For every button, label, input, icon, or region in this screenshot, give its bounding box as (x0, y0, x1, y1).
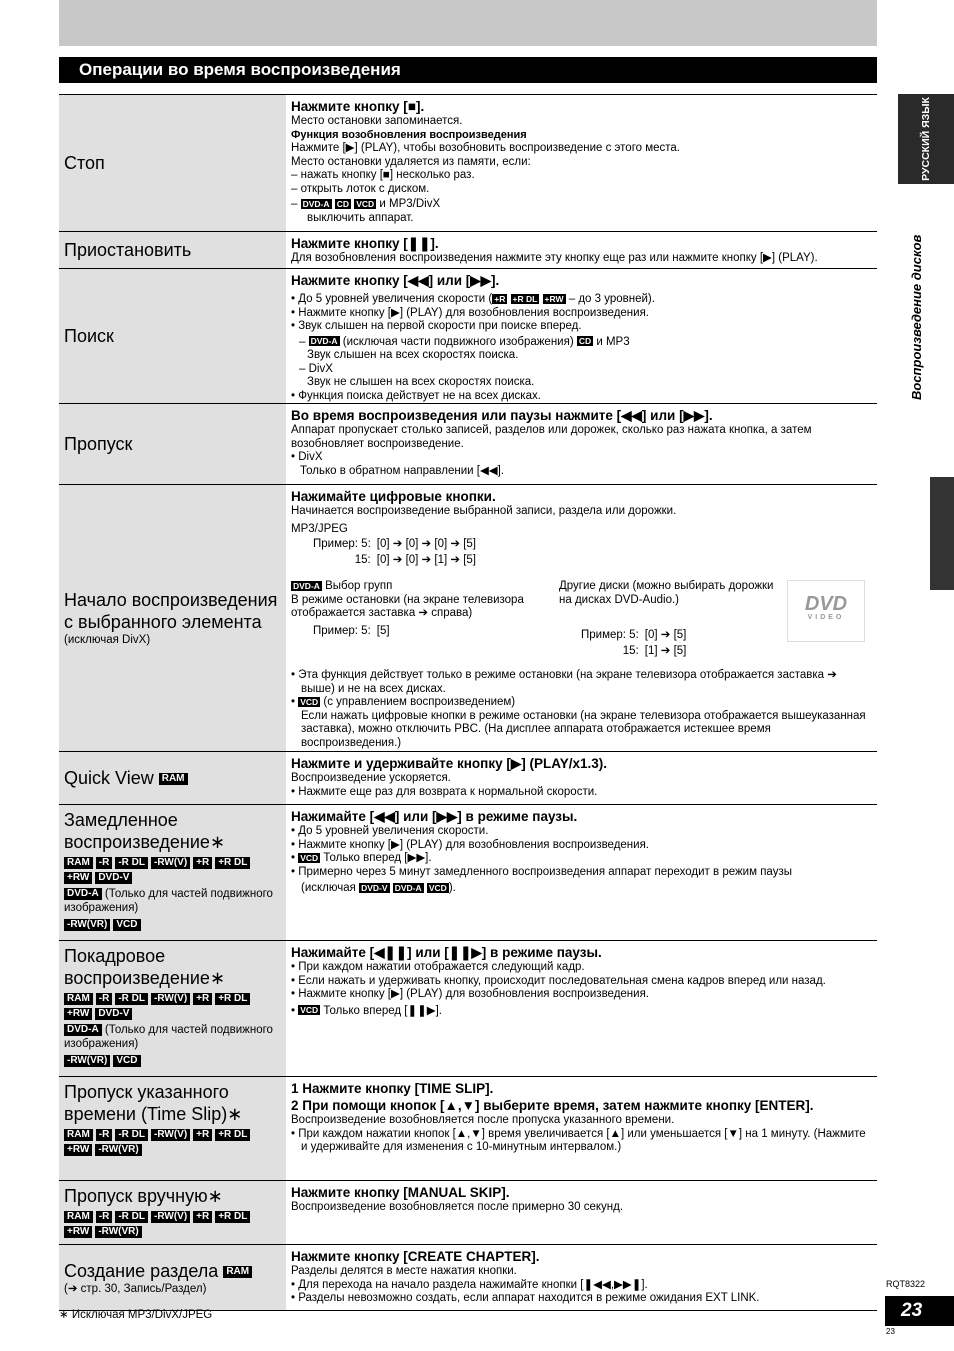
text: • VCD Только вперед [❚❚▶]. (291, 1004, 442, 1017)
section-title: Операции во время воспроизведения (59, 57, 877, 83)
text: Воспроизведение возобновляется после пропуска указанного времени. (291, 1114, 675, 1126)
text: Если нажать цифровые кнопки в режиме остановки (на экране телевизора отображается вышеуказанная заставка), можно отключить PBC. (На дисплее аппарата отображается истекшее время воспроизведения.) (301, 709, 866, 749)
disc-badge: -R DL (115, 857, 148, 869)
disc-badge: -R DL (115, 1129, 148, 1141)
operation-note: DVD-A (Только для частей подвижного изображения) (64, 887, 273, 914)
text: • Нажмите кнопку [▶] (PLAY) для возобновления воспроизведения. (291, 988, 649, 1000)
text: – DVD-A CD VCD и MP3/DivX (291, 198, 441, 210)
text: • Нажмите еще раз для возврата к нормальной скорости. (291, 785, 598, 798)
text: Другие диски (можно выбирать дорожки на дисках DVD-Audio.) (559, 580, 774, 606)
disc-badge: +RW (544, 293, 564, 304)
operation-name: Пропуск вручную∗ (64, 1186, 223, 1206)
text: • VCD (с управлением воспроизведением) (291, 696, 516, 708)
disc-badge: +RW (64, 872, 92, 884)
table-row (59, 232, 877, 269)
text: Нажмите [▶] (PLAY), чтобы возобновить воспроизведение с этого места. (291, 142, 681, 154)
operation-name: Стоп (64, 153, 105, 173)
disc-badge: RAM (159, 773, 188, 785)
text: Аппарат пропускает столько записей, разделов или дорожек, сколько раз нажата кнопка, а затем возобновляет воспроизведение. (291, 424, 812, 450)
operation-note: (исключая DivX) (64, 634, 151, 646)
footnote: ∗ Исключая MP3/DivX/JPEG (59, 1309, 213, 1321)
example-table: Пример: 5: [0] ➔ [0] ➔ [0] ➔ [5] 15: [0] ➔ [0] ➔ [1] ➔ [5] (313, 538, 476, 566)
operation-name: Покадровое воспроизведение∗ (64, 946, 226, 988)
disc-badge: RAM (64, 993, 93, 1005)
text: Звук не слышен на всех скоростях поиска. (307, 376, 535, 388)
text: – открыть лоток с диском. (291, 182, 430, 195)
instruction: 2 При помощи кнопок [▲,▼] выберите время, затем нажмите кнопку [ENTER]. (291, 1098, 814, 1113)
disc-badge: -RW(V) (151, 993, 190, 1005)
side-marker (930, 477, 954, 590)
table-row (59, 941, 877, 1077)
disc-badge: -RW(VR) (95, 1144, 141, 1156)
page-number-small: 23 (886, 1327, 895, 1336)
text: • При каждом нажатии отображается следующий кадр. (291, 961, 585, 973)
disc-badge: +R DL (215, 1211, 250, 1223)
instruction: Нажимайте [◀❚❚] или [❚❚▶] в режиме паузы. (291, 945, 602, 960)
disc-badge: VCD (356, 198, 375, 209)
disc-badge: DVD-V (95, 1008, 132, 1020)
disc-badge: VCD (113, 1055, 140, 1067)
table-row (59, 1181, 877, 1245)
disc-badge: CD (336, 198, 350, 209)
text: • Примерно через 5 минут замедленного воспроизведения аппарат переходит в режим паузы (291, 865, 792, 878)
disc-badge: DVD-A (394, 882, 422, 893)
operation-name: Создание раздела RAM (64, 1260, 281, 1282)
text: • До 5 уровней увеличения скорости ( +R +R DL +RW – до 3 уровней). (291, 293, 655, 305)
disc-badge: RAM (64, 1211, 93, 1223)
disc-badge: RAM (64, 1129, 93, 1141)
operation-name: Приостановить (64, 240, 192, 260)
disc-badge: -RW(V) (151, 1129, 190, 1141)
disc-badge: +R DL (215, 1129, 250, 1141)
disc-badge: RAM (223, 1266, 252, 1278)
disc-badge: VCD (300, 1005, 319, 1016)
table-row (59, 404, 877, 485)
disc-badge: VCD (428, 882, 447, 893)
disc-badge: +R (193, 1129, 212, 1141)
operation-name: Поиск (64, 326, 114, 346)
text: • Нажмите кнопку [▶] (PLAY) для возобновления воспроизведения. (291, 838, 649, 851)
operation-note: (➔ стр. 30, Запись/Раздел) (64, 1282, 207, 1295)
disc-badge: DVD-V (95, 872, 132, 884)
instruction: Нажмите и удерживайте кнопку [▶] (PLAY/x1.3). (291, 756, 608, 771)
text: Начинается воспроизведение выбранной записи, раздела или дорожки. (291, 505, 677, 517)
text: – DivX (299, 362, 333, 375)
text: Место остановки запоминается. (291, 115, 463, 127)
disc-badge: DVD-A (64, 1024, 102, 1036)
text: Разделы делятся в месте нажатия кнопки. (291, 1265, 517, 1277)
language-tab-label: РУССКИЙ ЯЗЫК (920, 97, 932, 181)
example-table: Пример: 5: [5] (313, 624, 390, 637)
disc-badge: VCD (113, 919, 140, 931)
text: Место остановки удаляется из памяти, если: (291, 155, 531, 168)
disc-badge: -RW(V) (151, 1211, 190, 1223)
text: • Функция поиска действует не на всех дисках. (291, 389, 541, 402)
document-code: RQT8322 (886, 1279, 926, 1289)
disc-badges (64, 993, 281, 1020)
disc-badge: -R (96, 1211, 113, 1223)
text: Только в обратном направлении [◀◀]. (300, 464, 505, 477)
disc-badge: DVD-V (361, 882, 388, 893)
text: • При каждом нажатии кнопок [▲,▼] время увеличивается [▲] или уменьшается [▼] на 1 минуту. (Нажмите и удерживайте для изменения с 10-минутным интервалом.) (291, 1127, 866, 1153)
text: • Для перехода на начало раздела нажимайте кнопки [❚◀◀,▶▶❚]. (291, 1278, 648, 1291)
disc-badge: -R DL (115, 1211, 148, 1223)
disc-badge: -RW(V) (151, 857, 190, 869)
disc-badge: -R (96, 1129, 113, 1141)
disc-badges (64, 1211, 281, 1238)
table-row (59, 1077, 877, 1181)
group-examples (291, 580, 873, 659)
instruction: Нажимайте [◀◀] или [▶▶] в режиме паузы. (291, 809, 578, 824)
disc-badge: -RW(VR) (95, 1226, 141, 1238)
disc-badge: VCD (300, 696, 319, 707)
text: MP3/JPEG (291, 522, 348, 535)
text: – DVD-A (исключая части подвижного изображения) CD и MP3 (299, 335, 630, 348)
text: В режиме остановки (на экране телевизора отображается заставка ➔ справа) (291, 593, 524, 619)
operation-name: Пропуск (64, 434, 133, 454)
disc-badge: -RW(VR) (64, 919, 110, 931)
instruction: Нажмите кнопку [◀◀] или [▶▶]. (291, 273, 500, 288)
disc-badge: +R (193, 1211, 212, 1223)
disc-badge: +RW (64, 1144, 92, 1156)
text: • Если нажать и удерживать кнопку, происходит последовательная смена кадров вперед или назад. (291, 974, 826, 987)
disc-badge: +R (193, 857, 212, 869)
table-row (59, 485, 877, 752)
instruction: Во время воспроизведения или паузы нажмите [◀◀] или [▶▶]. (291, 408, 713, 423)
text: – нажать кнопку [■] несколько раз. (291, 169, 475, 181)
table-row (59, 269, 877, 404)
disc-badge: CD (578, 336, 592, 347)
table-row (59, 1245, 877, 1311)
text: • Нажмите кнопку [▶] (PLAY) для возобновления воспроизведения. (291, 306, 649, 319)
chapter-side-title: Воспроизведение дисков (909, 234, 924, 400)
operation-name: Пропуск указанного времени (Time Slip)∗ (64, 1082, 243, 1124)
disc-badge: +R (494, 293, 506, 304)
operation-name: Начало воспроизведения с выбранного элемента (64, 590, 278, 632)
text: • Эта функция действует только в режиме остановки (на экране телевизора отображается заставка ➔ выше) и не на всех дисках. (291, 669, 837, 695)
operation-name: Замедленное воспроизведение∗ (64, 810, 226, 852)
table-row (59, 805, 877, 941)
disc-badge: +R (193, 993, 212, 1005)
operations-table (59, 94, 877, 1311)
operation-name: Quick View RAM (64, 767, 281, 789)
text: (исключая DVD-V DVD-A VCD ). (301, 882, 456, 894)
disc-badge: -RW(VR) (64, 1055, 110, 1067)
instruction: Нажмите кнопку [■]. (291, 99, 425, 114)
instruction: Нажмите кнопку [❚❚]. (291, 236, 439, 251)
text: • Разделы невозможно создать, если аппарат находится в режиме ожидания EXT LINK. (291, 1292, 760, 1304)
instruction: Нажмите кнопку [MANUAL SKIP]. (291, 1185, 510, 1200)
disc-badge: DVD-A (293, 580, 320, 591)
disc-badge: +R DL (215, 993, 250, 1005)
disc-badge: -R DL (115, 993, 148, 1005)
disc-badge: +R DL (215, 857, 250, 869)
disc-badges (64, 1129, 281, 1156)
table-row (59, 752, 877, 805)
text: Функция возобновления воспроизведения (291, 128, 527, 141)
header-bar (59, 0, 877, 46)
page-number: 23 (885, 1296, 954, 1326)
instruction: Нажимайте цифровые кнопки. (291, 489, 496, 504)
disc-badge: -R (96, 857, 113, 869)
instruction: Нажмите кнопку [CREATE CHAPTER]. (291, 1249, 540, 1264)
disc-badge: DVD-A (64, 888, 102, 900)
disc-badge: +R DL (512, 293, 538, 304)
disc-badge: DVD-A (310, 336, 338, 347)
disc-badges (64, 857, 281, 884)
table-row (59, 95, 877, 232)
operation-note: DVD-A (Только для частей подвижного изображения) (64, 1023, 273, 1050)
disc-badges (64, 919, 281, 931)
disc-badge: +RW (64, 1008, 92, 1020)
text: Звук слышен на всех скоростях поиска. (307, 349, 519, 361)
disc-badge: +RW (64, 1226, 92, 1238)
text: Для возобновления воспроизведения нажмите эту кнопку еще раз или нажмите кнопку [▶] (PLAY). (291, 252, 818, 264)
dvd-logo-icon: DVD VIDEO (787, 580, 865, 642)
text: • VCD Только вперед [▶▶]. (291, 852, 432, 864)
text: Воспроизведение возобновляется после примерно 30 секунд. (291, 1201, 624, 1213)
disc-badges (64, 1055, 281, 1067)
text: Воспроизведение ускоряется. (291, 772, 451, 784)
instruction: 1 Нажмите кнопку [TIME SLIP]. (291, 1081, 494, 1096)
disc-badge: DVD-A (302, 198, 330, 209)
disc-badge: -R (96, 993, 113, 1005)
text: • До 5 уровней увеличения скорости. (291, 825, 489, 837)
text: • Звук слышен на первой скорости при поиске вперед. (291, 320, 582, 332)
disc-badge: VCD (300, 852, 319, 863)
text: Выбор групп (325, 580, 393, 592)
example-table: Пример: 5: [0] ➔ [5] 15: [1] ➔ [5] (581, 629, 687, 657)
text: • DivX (291, 451, 323, 463)
text: выключить аппарат. (307, 211, 414, 224)
disc-badge: RAM (64, 857, 93, 869)
